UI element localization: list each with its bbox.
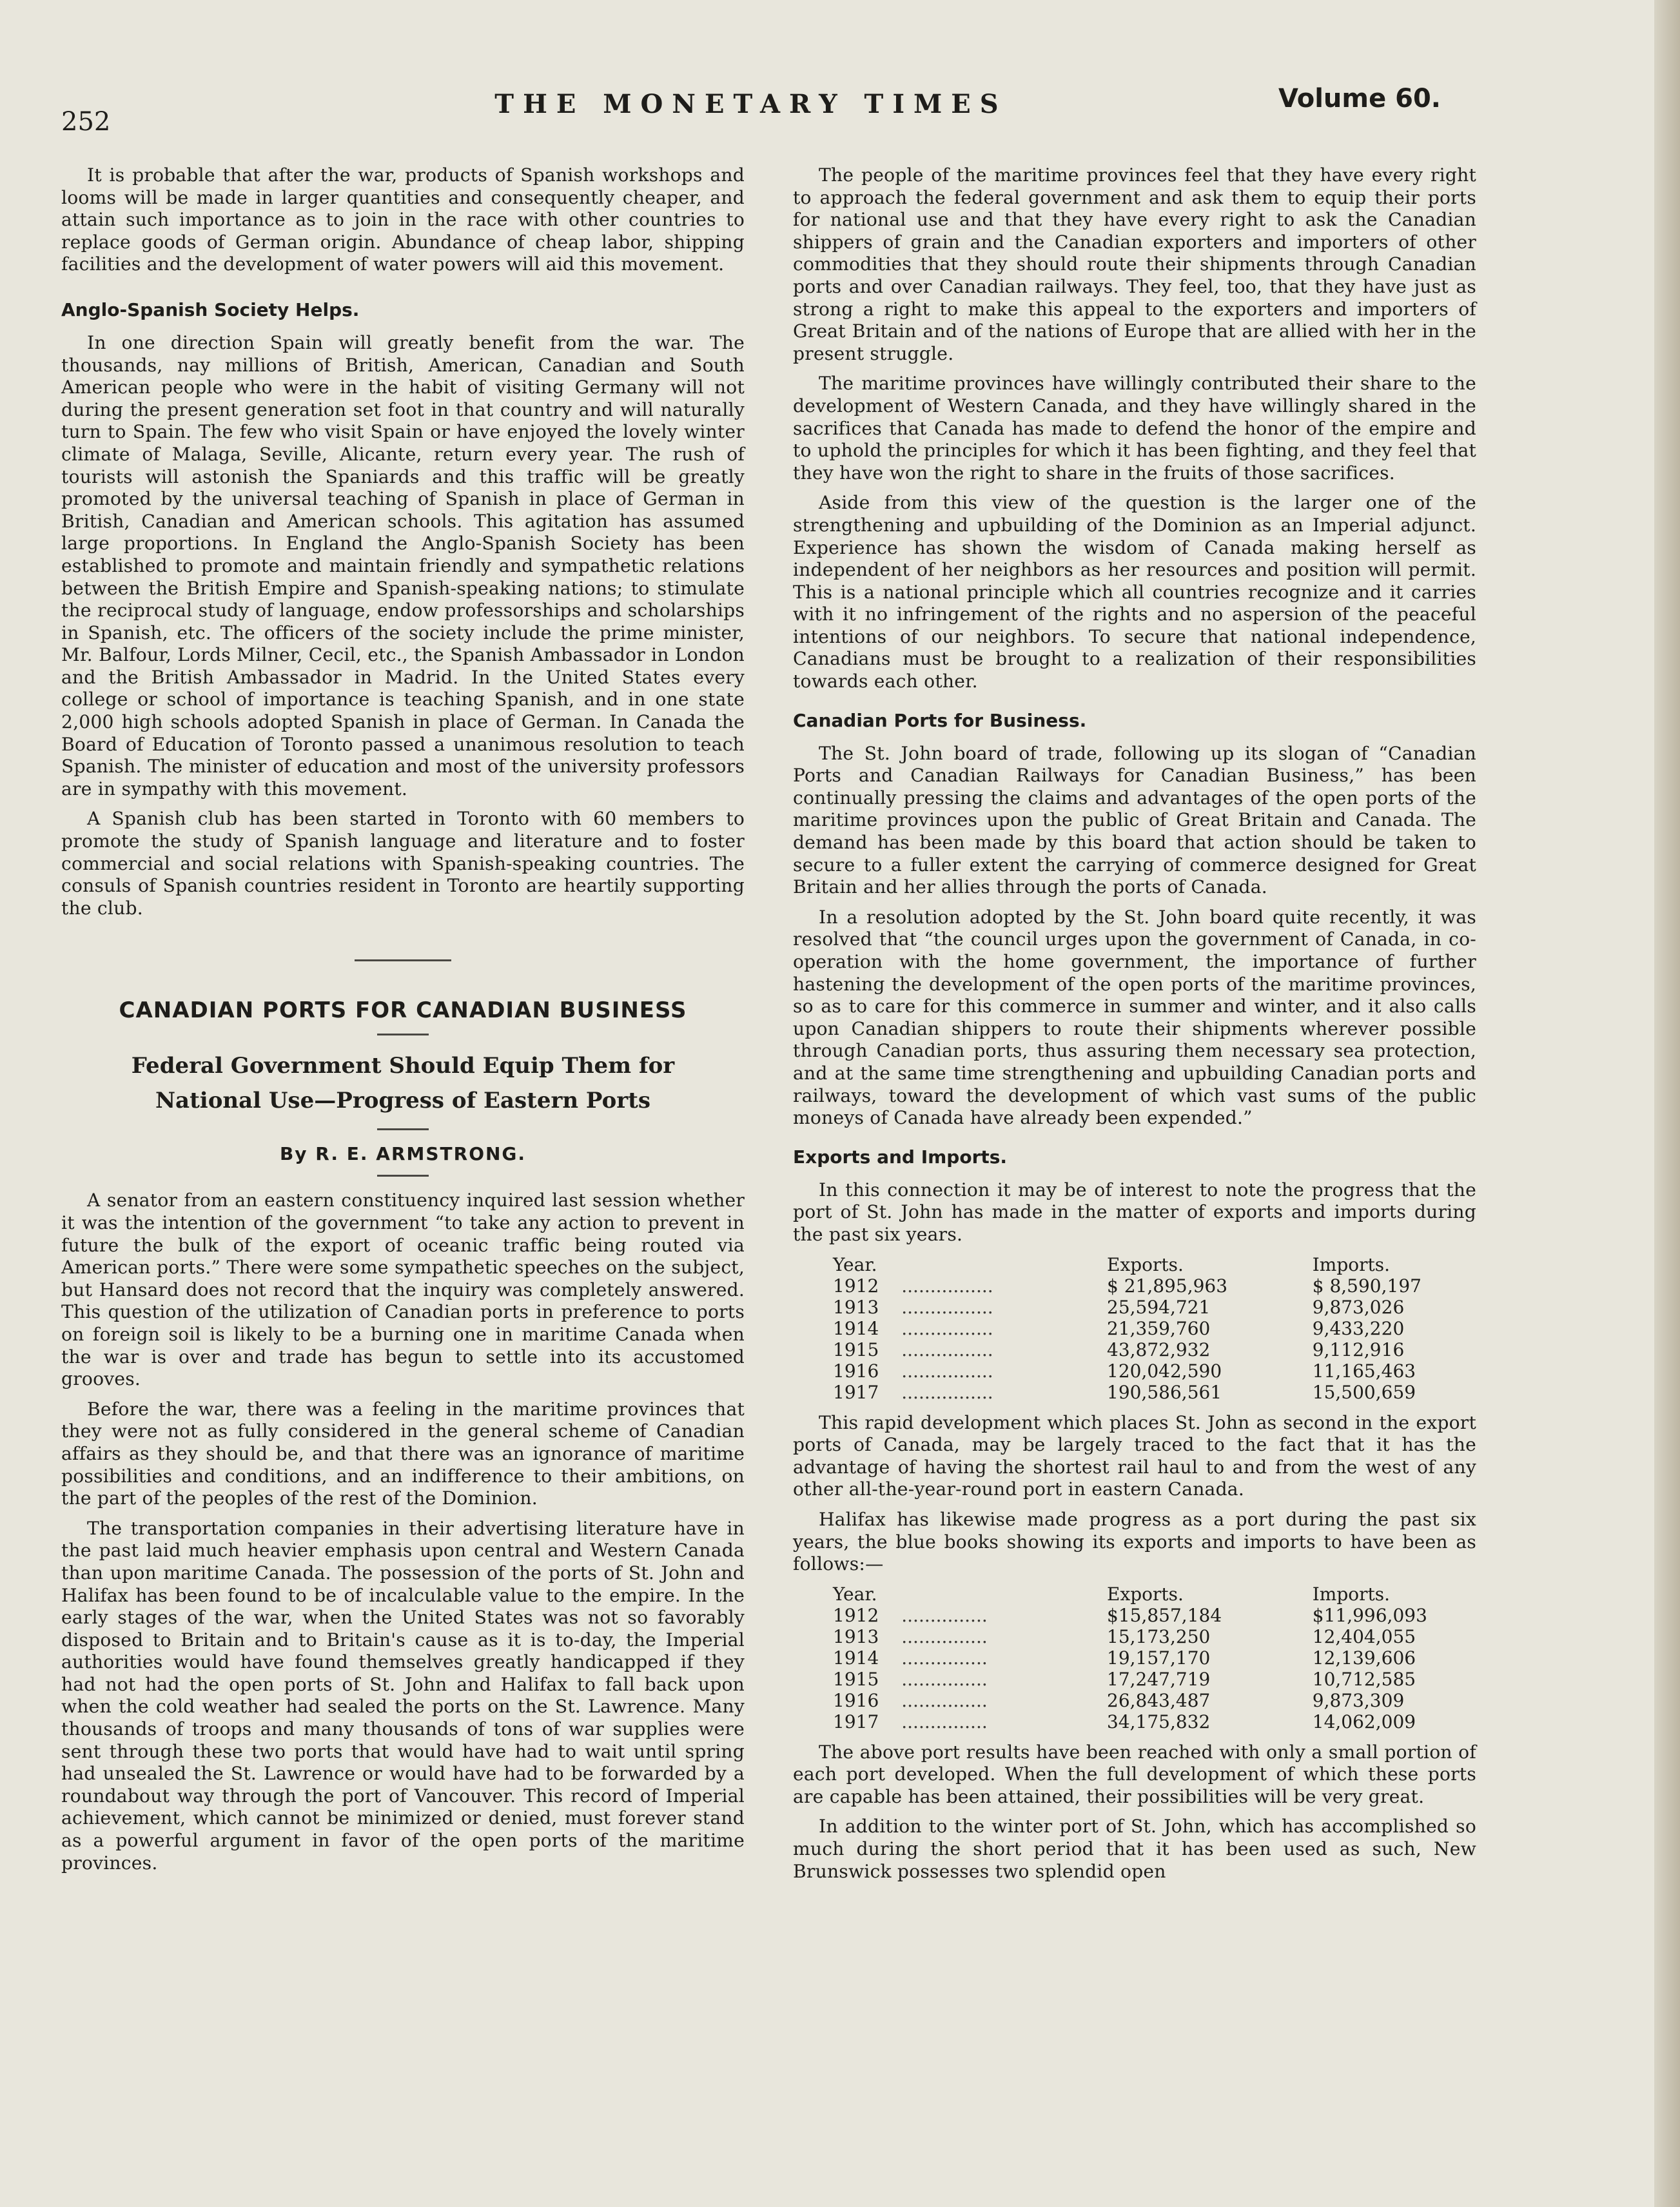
- dot-leader: ...............: [901, 1689, 988, 1711]
- divider-rule: [377, 1034, 429, 1035]
- running-head: THE MONETARY TIMES: [494, 89, 1008, 119]
- year-cell: 1917: [833, 1381, 879, 1403]
- paragraph: Before the war, there was a feeling in the maritime provinces that they were not as fully considered in the general scheme of Canadian affairs as they should be, and that there was an ignorance of maritime possibilities and conditions, and an indifference to their ambitions, on the part of the peoples of the rest of the Dominion.: [61, 1398, 745, 1509]
- column-header: Exports.: [1107, 1583, 1184, 1605]
- divider-rule: [377, 1175, 429, 1177]
- paragraph: The transportation companies in their advertising literature have in the past laid much heavier emphasis upon central and Western Canada than upon maritime Canada. The possession of the ports of St. John and Halifax has been found to be of incalculable value to the empire. In the early stages of the war, when the United States was not so favorably disposed to Britain and to Britain's cause as it is to-day, the Imperial authorities would have found themselves greatly handicapped if they had not had the open ports of St. John and Halifax to fall back upon when the cold weather had sealed the ports on the St. Lawrence. Many thousands of troops and many thousands of tons of war supplies were sent through these two ports that would have had to wait until spring had unsealed the St. Lawrence or would have had to be forwarded by a roundabout way through the port of Vancouver. This record of Imperial achievement, which cannot be minimized or denied, must forever stand as a powerful argument in favor of the open ports of the maritime provinces.: [61, 1517, 745, 1874]
- page-edge: [1654, 0, 1680, 2207]
- table-row: [833, 1297, 1490, 1318]
- imports-cell: 12,139,606: [1312, 1647, 1416, 1669]
- table-row: [833, 1711, 1490, 1732]
- column-header: Imports.: [1312, 1253, 1391, 1275]
- article-title: CANADIAN PORTS FOR CANADIAN BUSINESS: [119, 997, 687, 1024]
- section-heading-exports-imports: Exports and Imports.: [793, 1146, 1008, 1168]
- exports-cell: 26,843,487: [1107, 1689, 1211, 1711]
- paragraph: In addition to the winter port of St. John, which has accomplished so much during the short period that it has been used as such, New Brunswick possesses two splendid open: [793, 1816, 1476, 1882]
- imports-cell: 11,165,463: [1312, 1360, 1416, 1382]
- year-cell: 1915: [833, 1668, 879, 1690]
- exports-cell: $ 21,895,963: [1107, 1275, 1228, 1297]
- volume-label: Volume 60.: [1278, 84, 1441, 113]
- byline: By R. E. ARMSTRONG.: [279, 1143, 527, 1165]
- year-cell: 1913: [833, 1296, 879, 1318]
- imports-cell: $11,996,093: [1312, 1604, 1427, 1626]
- year-cell: 1912: [833, 1275, 879, 1297]
- year-cell: 1917: [833, 1711, 879, 1732]
- article-subtitle: Federal Government Should Equip Them for National Use—Progress of Eastern Ports: [131, 1053, 675, 1114]
- paragraph: Halifax has likewise made progress as a port during the past six years, the blue books showing its exports and imports to have been as follows:—: [793, 1508, 1476, 1575]
- column-header: Year.: [833, 1253, 877, 1275]
- exports-cell: 190,586,561: [1107, 1381, 1222, 1403]
- dot-leader: ...............: [901, 1625, 988, 1647]
- table-row: [833, 1669, 1490, 1690]
- dot-leader: ................: [901, 1381, 993, 1403]
- dot-leader: ...............: [901, 1711, 988, 1732]
- exports-cell: 15,173,250: [1107, 1625, 1211, 1647]
- imports-cell: 9,873,309: [1312, 1689, 1405, 1711]
- dot-leader: ...............: [901, 1604, 988, 1626]
- table-row: [833, 1318, 1490, 1339]
- paragraph: The above port results have been reached with only a small portion of each port developed. When the full development of which these ports are capable has been attained, their possibilities will be very great.: [793, 1741, 1476, 1807]
- page-header: [61, 84, 1441, 137]
- exports-cell: 17,247,719: [1107, 1668, 1211, 1690]
- imports-cell: 15,500,659: [1312, 1381, 1416, 1403]
- year-cell: 1914: [833, 1647, 879, 1669]
- column-header: Imports.: [1312, 1583, 1391, 1605]
- dot-leader: ...............: [901, 1668, 988, 1690]
- exports-cell: 19,157,170: [1107, 1647, 1211, 1669]
- year-cell: 1916: [833, 1689, 879, 1711]
- table-row: [833, 1275, 1490, 1297]
- dot-leader: ...............: [901, 1647, 988, 1669]
- column-spacer: [901, 1584, 1107, 1605]
- column-header: Exports.: [1107, 1253, 1184, 1275]
- imports-cell: 9,873,026: [1312, 1296, 1405, 1318]
- table-header-row: [833, 1584, 1490, 1605]
- table-row: [833, 1605, 1490, 1626]
- left-column: [61, 164, 745, 1882]
- st-john-trade-table: [833, 1254, 1490, 1403]
- imports-cell: $ 8,590,197: [1312, 1275, 1421, 1297]
- paragraph: Aside from this view of the question is the larger one of the strengthening and upbuilding of the Dominion as an Imperial adjunct. Experience has shown the wisdom of Canada making herself as independent of her neighbors as her resources and position will permit. This is a national principle which all countries recognize and it carries with it no infringement of the rights and no aspersion of the peaceful intentions of our neighbors. To secure that national independence, Canadians must be brought to a realization of their responsibilities towards each other.: [793, 492, 1476, 692]
- year-cell: 1914: [833, 1317, 879, 1339]
- dot-leader: ................: [901, 1339, 993, 1360]
- paragraph: In this connection it may be of interest to note the progress that the port of St. John has made in the matter of exports and imports during the past six years.: [793, 1179, 1476, 1245]
- paragraph: This rapid development which places St. John as second in the export ports of Canada, may be largely traced to the fact that it has the advantage of having the shortest rail haul to and from the west of any other all-the-year-round port in eastern Canada.: [793, 1411, 1476, 1500]
- exports-cell: 25,594,721: [1107, 1296, 1211, 1318]
- exports-cell: 43,872,932: [1107, 1339, 1211, 1360]
- table-row: [833, 1382, 1490, 1403]
- table-row: [833, 1360, 1490, 1382]
- table-header-row: [833, 1254, 1490, 1275]
- dot-leader: ................: [901, 1275, 993, 1297]
- exports-cell: 21,359,760: [1107, 1317, 1211, 1339]
- year-cell: 1915: [833, 1339, 879, 1360]
- exports-cell: $15,857,184: [1107, 1604, 1222, 1626]
- imports-cell: 9,433,220: [1312, 1317, 1405, 1339]
- year-cell: 1916: [833, 1360, 879, 1382]
- year-cell: 1913: [833, 1625, 879, 1647]
- table-row: [833, 1647, 1490, 1669]
- divider-rule: [355, 959, 451, 961]
- exports-cell: 34,175,832: [1107, 1711, 1211, 1732]
- section-heading-canadian-ports: Canadian Ports for Business.: [793, 709, 1087, 731]
- imports-cell: 10,712,585: [1312, 1668, 1416, 1690]
- table-row: [833, 1626, 1490, 1647]
- paragraph: The maritime provinces have willingly contributed their share to the development of Western Canada, and they have willingly shared in the sacrifices that Canada has made to defend the honor of the empire and to uphold the principles for which it has been fighting, and they feel that they have won the right to share in the fruits of those sacrifices.: [793, 373, 1476, 484]
- year-cell: 1912: [833, 1604, 879, 1626]
- intro-paragraph: It is probable that after the war, products of Spanish workshops and looms will be made in larger quantities and consequently cheaper, and attain such importance as to join in the race with other countries to replace goods of German origin. Abundance of cheap labor, shipping facilities and the development of water powers will aid this movement.: [61, 164, 745, 275]
- imports-cell: 9,112,916: [1312, 1339, 1405, 1360]
- imports-cell: 12,404,055: [1312, 1625, 1416, 1647]
- dot-leader: ................: [901, 1296, 993, 1318]
- paragraph: The people of the maritime provinces feel that they have every right to approach the federal government and ask them to equip their ports for national use and that they have every right to ask the Canadian shippers of grain and the Canadian exporters and importers of other commodities that they should route their shipments through Canadian ports and over Canadian railways. They feel, too, that they have just as strong a right to make this appeal to the exporters and importers of Great Britain and of the nations of Europe that are allied with her in the present struggle.: [793, 164, 1476, 364]
- table-row: [833, 1339, 1490, 1360]
- imports-cell: 14,062,009: [1312, 1711, 1416, 1732]
- paragraph: The St. John board of trade, following up its slogan of “Canadian Ports and Canadian Railways for Canadian Business,” has been continually pressing the claims and advantages of the open ports of the maritime provinces upon the public of Great Britain and Canada. The demand has been made by this board that action should be taken to secure to a fuller extent the carrying of commerce designed for Great Britain and her allies through the ports of Canada.: [793, 742, 1476, 898]
- section-heading-anglo-spanish: Anglo-Spanish Society Helps.: [61, 299, 360, 320]
- column-spacer: [901, 1254, 1107, 1275]
- dot-leader: ................: [901, 1360, 993, 1382]
- dot-leader: ................: [901, 1317, 993, 1339]
- exports-cell: 120,042,590: [1107, 1360, 1222, 1382]
- paragraph: A Spanish club has been started in Toronto with 60 members to promote the study of Spanish language and literature and to foster commercial and social relations with Spanish-speaking countries. The consuls of Spanish countries resident in Toronto are heartily supporting the club.: [61, 808, 745, 919]
- paragraph: In a resolution adopted by the St. John board quite recently, it was resolved that “the council urges upon the government of Canada, in co-operation with the home government, the importance of further hastening the development of the open ports of the maritime provinces, so as to care for this commerce in summer and winter, and it also calls upon Canadian shippers to route their shipments wherever possible through Canadian ports, thus assuring them necessary sea protection, and at the same time strengthening and upbuilding Canadian ports and railways, toward the development of which vast sums of the public moneys of Canada have already been expended.”: [793, 906, 1476, 1129]
- right-column: [793, 164, 1476, 1890]
- divider-rule: [377, 1128, 429, 1130]
- paragraph: A senator from an eastern constituency inquired last session whether it was the intention of the government “to take any action to prevent in future the bulk of the export of oceanic traffic being routed via American ports.” There were some sympathetic speeches on the subject, but Hansard does not record that the inquiry was completely answered. This question of the utilization of Canadian ports in preference to ports on foreign soil is likely to be a burning one in maritime Canada when the war is over and trade has begun to settle into its accustomed grooves.: [61, 1190, 745, 1390]
- page-number: 252: [61, 107, 111, 137]
- halifax-trade-table: [833, 1584, 1490, 1732]
- paragraph: In one direction Spain will greatly benefit from the war. The thousands, nay millions of British, American, Canadian and South American people who were in the habit of visiting Germany will not during the present generation set foot in that country and will naturally turn to Spain. The few who visit Spain or have enjoyed the lovely winter climate of Malaga, Seville, Alicante, return every year. The rush of tourists will astonish the Spaniards and this traffic will be greatly promoted by the universal teaching of Spanish in place of German in British, Canadian and American schools. This agitation has assumed large proportions. In England the Anglo-Spanish Society has been established to promote and maintain friendly and sympathetic relations between the British Empire and Spanish-speaking nations; to stimulate the reciprocal study of language, endow professorships and scholarships in Spanish, etc. The officers of the society include the prime minister, Mr. Balfour, Lords Milner, Cecil, etc., the Spanish Ambassador in London and the British Ambassador in Madrid. In the United States every college or school of importance is teaching Spanish, and in one state 2,000 high schools adopted Spanish in place of German. In Canada the Board of Education of Toronto passed a unanimous resolution to teach Spanish. The minister of education and most of the university professors are in sympathy with this movement.: [61, 331, 745, 799]
- column-header: Year.: [833, 1583, 877, 1605]
- table-row: [833, 1690, 1490, 1711]
